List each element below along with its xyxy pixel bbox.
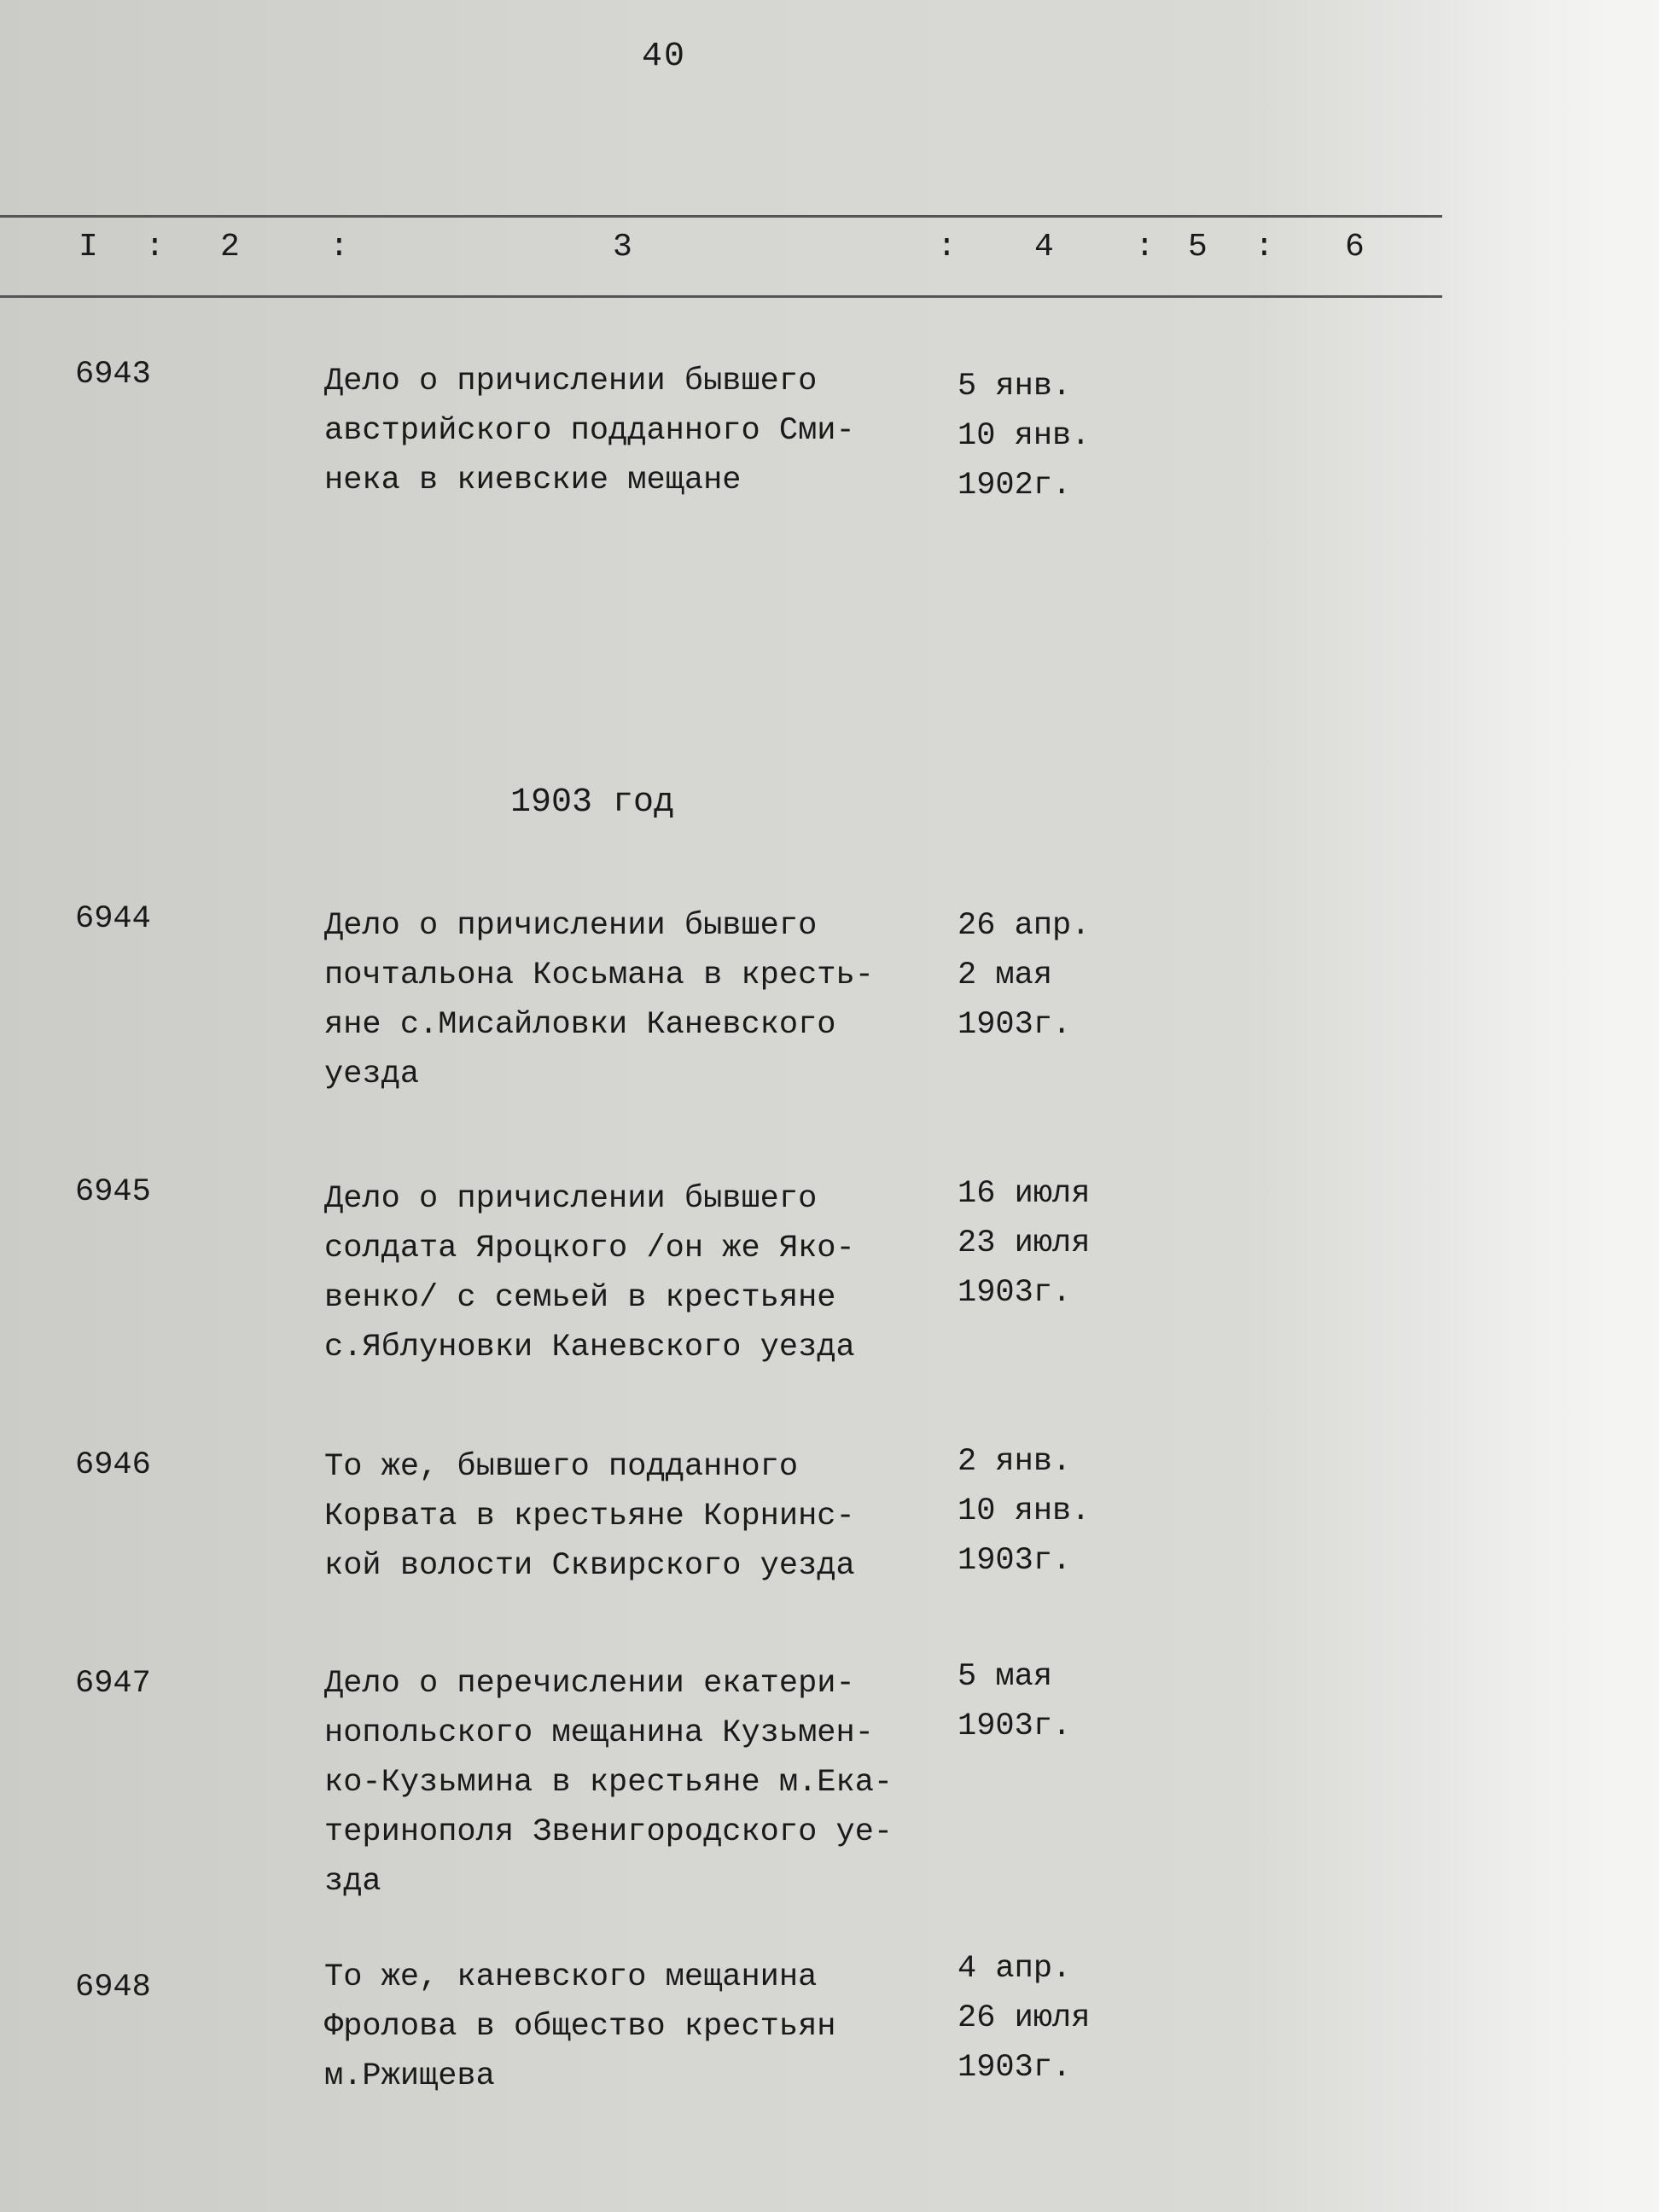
- column-header-5: 5: [1188, 229, 1208, 265]
- entry-description: [324, 901, 973, 1099]
- date-line: 10 янв.: [958, 1493, 1091, 1529]
- date-line: 1903г.: [958, 1275, 1072, 1311]
- column-separator: :: [145, 229, 165, 265]
- date-line: 26 апр.: [958, 908, 1091, 944]
- column-header-4: 4: [1034, 229, 1054, 265]
- description-line: яне с.Мисайловки Каневского: [324, 1007, 836, 1043]
- description-line: с.Яблуновки Каневского уезда: [324, 1330, 855, 1365]
- description-line: Дело о причислении бывшего: [324, 1181, 818, 1217]
- description-line: Фролова в общество крестьян: [324, 2009, 836, 2045]
- column-separator: :: [1254, 229, 1274, 265]
- entry-description: [324, 1442, 973, 1591]
- entry-number: 6943: [75, 357, 151, 393]
- description-line: солдата Яроцкого /он же Яко-: [324, 1231, 855, 1266]
- date-line: 4 апр.: [958, 1951, 1072, 1987]
- entry-dates: [958, 1437, 1162, 1586]
- date-line: 1902г.: [958, 468, 1072, 504]
- header-rule-bottom: [0, 295, 1442, 298]
- column-separator: :: [1135, 229, 1155, 265]
- entry-description: [324, 357, 973, 505]
- column-separator: :: [329, 229, 349, 265]
- description-line: м.Ржищева: [324, 2058, 495, 2094]
- section-heading-year: 1903 год: [510, 783, 675, 822]
- description-line: Корвата в крестьяне Корнинс-: [324, 1499, 855, 1534]
- page-edge-shadow: [1446, 0, 1659, 2212]
- description-line: теринополя Звенигородского уе-: [324, 1814, 894, 1850]
- entry-number: 6944: [75, 901, 151, 937]
- description-line: австрийского подданного Сми-: [324, 413, 855, 449]
- date-line: 5 мая: [958, 1659, 1053, 1695]
- date-line: 16 июля: [958, 1176, 1091, 1212]
- column-header-6: 6: [1345, 229, 1365, 265]
- entry-dates: [958, 1169, 1162, 1318]
- date-line: 1903г.: [958, 1007, 1072, 1043]
- date-line: 1903г.: [958, 2050, 1072, 2086]
- date-line: 26 июля: [958, 2000, 1091, 2036]
- description-line: почтальона Косьмана в кресть-: [324, 958, 874, 993]
- entry-number: 6946: [75, 1447, 151, 1483]
- entry-number: 6947: [75, 1666, 151, 1702]
- description-line: То же, бывшего подданного: [324, 1449, 799, 1485]
- page-number: 40: [642, 38, 687, 76]
- column-header-1: I: [79, 229, 98, 265]
- entry-dates: [958, 1944, 1162, 2093]
- description-line: кой волости Сквирского уезда: [324, 1548, 855, 1584]
- header-rule-top: [0, 215, 1442, 218]
- date-line: 10 янв.: [958, 418, 1091, 454]
- description-line: нека в киевские мещане: [324, 463, 742, 498]
- entry-dates: [958, 362, 1162, 510]
- column-separator: :: [937, 229, 957, 265]
- description-line: ко-Кузьмина в крестьяне м.Ека-: [324, 1765, 894, 1801]
- entry-dates: [958, 1652, 1162, 1751]
- entry-description: [324, 1174, 973, 1372]
- description-line: нопольского мещанина Кузьмен-: [324, 1715, 874, 1751]
- entry-number: 6948: [75, 1970, 151, 2005]
- date-line: 2 мая: [958, 958, 1053, 993]
- date-line: 5 янв.: [958, 369, 1072, 405]
- date-line: 1903г.: [958, 1543, 1072, 1579]
- description-line: Дело о перечислении екатери-: [324, 1666, 855, 1702]
- column-header-2: 2: [220, 229, 240, 265]
- description-line: уезда: [324, 1057, 420, 1092]
- entry-description: [324, 1659, 973, 1906]
- description-line: Дело о причислении бывшего: [324, 908, 818, 944]
- description-line: зда: [324, 1864, 381, 1900]
- entry-description: [324, 1953, 973, 2101]
- entry-dates: [958, 901, 1162, 1050]
- entry-number: 6945: [75, 1174, 151, 1210]
- column-header-3: 3: [613, 229, 632, 265]
- date-line: 1903г.: [958, 1708, 1072, 1744]
- date-line: 2 янв.: [958, 1444, 1072, 1480]
- description-line: венко/ с семьей в крестьяне: [324, 1280, 836, 1316]
- description-line: То же, каневского мещанина: [324, 1959, 818, 1995]
- description-line: Дело о причислении бывшего: [324, 364, 818, 399]
- date-line: 23 июля: [958, 1225, 1091, 1261]
